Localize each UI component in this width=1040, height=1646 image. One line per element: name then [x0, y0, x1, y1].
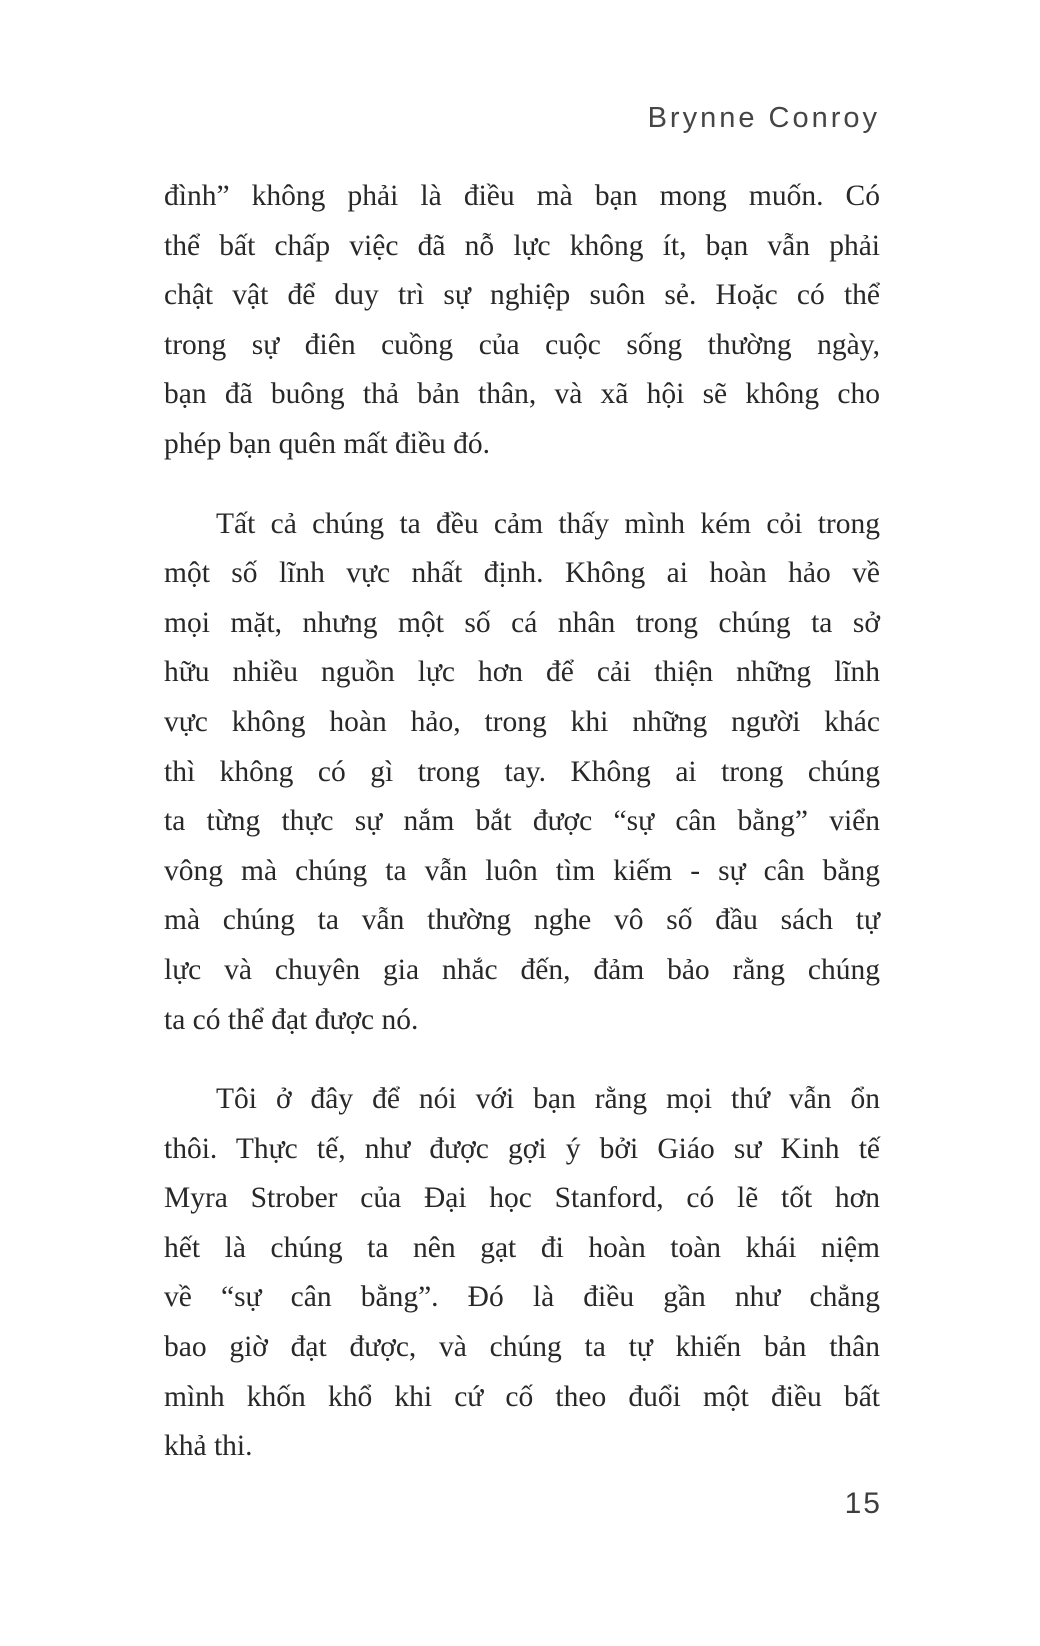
- text-line: trong sự điên cuồng của cuộc sống thường ngày,: [164, 328, 880, 361]
- text-line: thì không có gì trong tay. Không ai trong chúng: [164, 755, 880, 788]
- text-line: đình” không phải là điều mà bạn mong muốn. Có: [164, 180, 880, 212]
- text-line: bạn đã buông thả bản thân, và xã hội sẽ không cho: [164, 378, 880, 411]
- text-line: mọi mặt, nhưng một số cá nhân trong chúng ta sở: [164, 606, 880, 639]
- text-line: vực không hoàn hảo, trong khi những người khác: [164, 705, 880, 738]
- paragraph: [164, 1075, 880, 1472]
- text-line: vông mà chúng ta vẫn luôn tìm kiếm - sự cân bằng: [164, 854, 880, 887]
- text-line: mình khốn khổ khi cứ cố theo đuổi một điều bất: [164, 1380, 880, 1413]
- paragraph: [164, 500, 880, 1046]
- text-line: chật vật để duy trì sự nghiệp suôn sẻ. Hoặc có thể: [164, 279, 880, 312]
- text-line: thôi. Thực tế, như được gợi ý bởi Giáo sư Kinh tế: [164, 1132, 880, 1165]
- page-number: 15: [844, 1487, 882, 1520]
- text-line: về “sự cân bằng”. Đó là điều gần như chẳng: [164, 1281, 880, 1314]
- text-line: khả thi.: [164, 1430, 253, 1463]
- text-line: một số lĩnh vực nhất định. Không ai hoàn hảo về: [164, 557, 880, 590]
- text-line: phép bạn quên mất điều đó.: [164, 427, 491, 460]
- text-line: ta có thể đạt được nó.: [164, 1003, 419, 1036]
- running-header-author: Brynne Conroy: [647, 102, 880, 134]
- text-line: Myra Strober của Đại học Stanford, có lẽ tốt hơn: [164, 1182, 880, 1215]
- text-line: ta từng thực sự nắm bắt được “sự cân bằng” viển: [164, 805, 880, 838]
- text-line: Tất cả chúng ta đều cảm thấy mình kém cỏi trong: [216, 507, 880, 540]
- text-line: bao giờ đạt được, và chúng ta tự khiến bản thân: [164, 1331, 880, 1364]
- body-text: [164, 172, 880, 1472]
- paragraph: [164, 172, 880, 470]
- text-line: hữu nhiều nguồn lực hơn để cải thiện những lĩnh: [164, 656, 880, 689]
- text-line: mà chúng ta vẫn thường nghe vô số đầu sách tự: [164, 904, 880, 937]
- text-line: thể bất chấp việc đã nỗ lực không ít, bạn vẫn phải: [164, 229, 880, 262]
- text-line: Tôi ở đây để nói với bạn rằng mọi thứ vẫn ổn: [216, 1083, 880, 1116]
- text-line: hết là chúng ta nên gạt đi hoàn toàn khái niệm: [164, 1231, 880, 1264]
- text-line: lực và chuyên gia nhắc đến, đảm bảo rằng chúng: [164, 953, 880, 986]
